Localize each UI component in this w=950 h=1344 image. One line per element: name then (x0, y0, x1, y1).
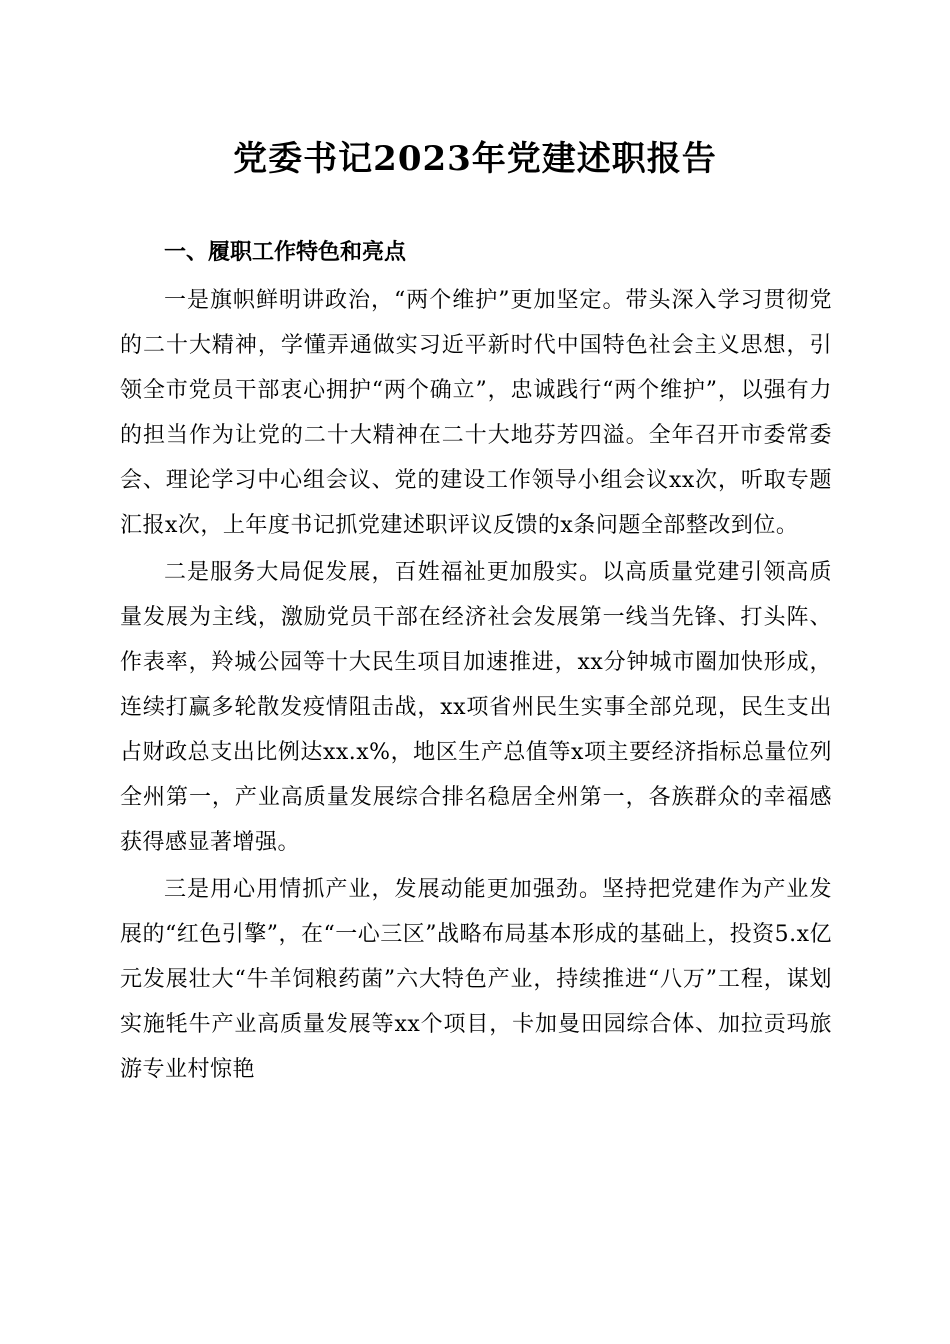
paragraph-2-body: 以高质量党建引领高质量发展为主线，激励党员干部在经济社会发展第一线当先锋、打头阵、作表率，羚城公园等十大民生项目加速推进，xx分钟城市圈加快形成，连续打赢多轮散发疫情阻击战，xx项省州民生实事全部兑现，民生支出占财政总支出比例达xx.x%，地区生产总值等x项主要经济指标总量位列全州第一，产业高质量发展综合排名稳居全州第一，各族群众的幸福感获得感显著增强。 (120, 560, 832, 855)
document-body (120, 228, 832, 1092)
paragraph-1-body: 带头深入学习贯彻党的二十大精神，学懂弄通做实习近平新时代中国特色社会主义思想，引领全市党员干部衷心拥护“两个确立”，忠诚践行“两个维护”，以强有力的担当作为让党的二十大精神在二十大地芬芳四溢。全年召开市委常委会、理论学习中心组会议、党的建设工作领导小组会议xx次，听取专题汇报x次，上年度书记抓党建述职评议反馈的x条问题全部整改到位。 (120, 288, 832, 538)
paragraph-1-lead: 一是旗帜鲜明讲政治，“两个维护”更加坚定。 (164, 288, 626, 313)
paragraph-1 (120, 278, 832, 548)
paragraph-3-body: 坚持把党建作为产业发展的“红色引擎”，在“一心三区”战略布局基本形成的基础上，投资5.x亿元发展壮大“牛羊饲粮药菌”六大特色产业，持续推进“八万”工程，谋划实施牦牛产业高质量发展等xx个项目，卡加曼田园综合体、加拉贡玛旅游专业村惊艳 (120, 877, 832, 1082)
document-title: 党委书记2023年党建述职报告 (233, 139, 717, 179)
paragraph-3-lead: 三是用心用情抓产业，发展动能更加强劲。 (164, 877, 602, 902)
section-heading: 一、履职工作特色和亮点 (164, 240, 407, 265)
paragraph-2 (120, 550, 832, 865)
paragraph-3 (120, 867, 832, 1092)
paragraph-2-lead: 二是服务大局促发展，百姓福祉更加殷实。 (164, 560, 602, 585)
